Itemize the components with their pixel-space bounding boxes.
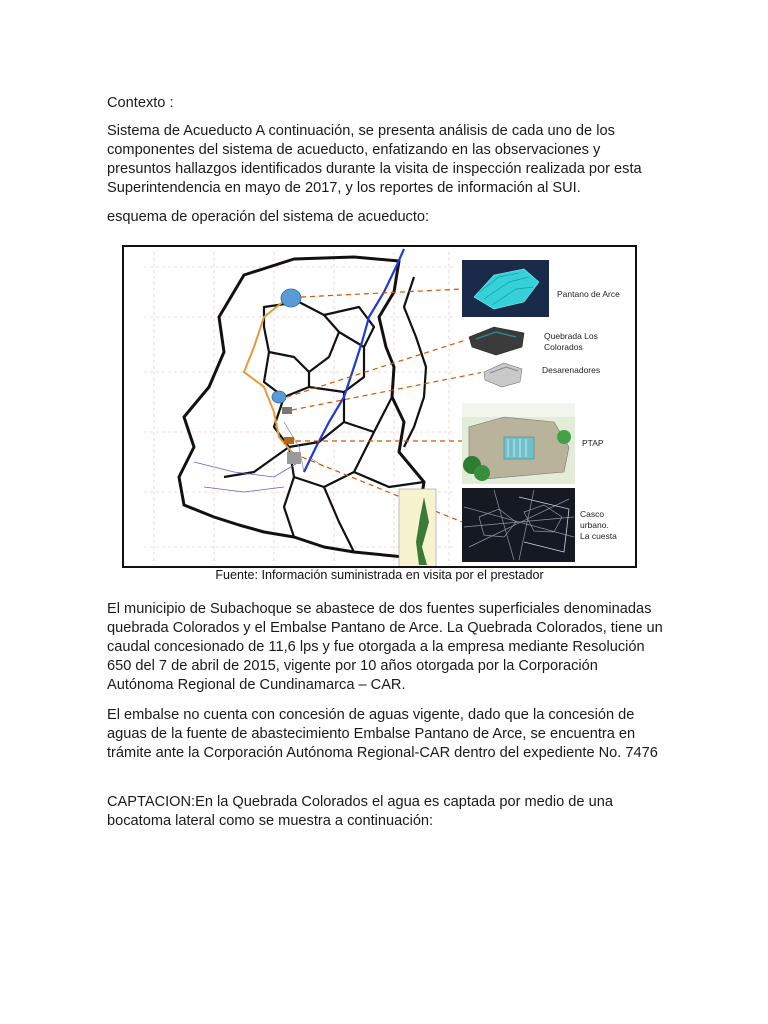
operation-scheme-figure xyxy=(122,245,637,568)
label-quebrada-los-colorados: Quebrada Los Colorados xyxy=(544,331,598,352)
label-ptap: PTAP xyxy=(582,438,604,448)
roads xyxy=(194,462,299,492)
desander-marker xyxy=(282,407,292,414)
inset-map xyxy=(399,489,436,567)
intake-marker xyxy=(272,391,286,403)
label-desarenadores: Desarenadores xyxy=(542,365,601,375)
label-casco-urbano: Casco urbano. La cuesta xyxy=(580,509,617,541)
label-pantano-de-arce: Pantano de Arce xyxy=(557,289,620,299)
paragraph-embalse: El embalse no cuenta con concesión de aguas vigente, dado que la concesión de aguas de la fuente de abastecimiento Embalse Pantano de Arce, se encuentra en trámite ante la Corporación Autónoma Regional-CAR dentro del expediente No. 7476 xyxy=(107,707,658,761)
leader-lines xyxy=(287,289,484,522)
intro-paragraph: Sistema de Acueducto A continuación, se presenta análisis de cada uno de los componentes del sistema de acueducto, enfatizando en las observaciones y presuntos hallazgos identificados durante la visita de inspección realizada por esta Superintendencia en mayo de 2017, y los reportes de información al SUI. xyxy=(107,123,642,196)
conduction-line xyxy=(244,297,296,457)
river xyxy=(304,249,404,472)
ptap-marker xyxy=(284,437,294,444)
reservoir-marker xyxy=(281,289,301,307)
schema-heading: esquema de operación del sistema de acueducto: xyxy=(107,209,430,225)
paragraph-municipio: El municipio de Subachoque se abastece de dos fuentes superficiales denominadas quebrada Colorados y el Embalse Pantano de Arce. La Quebrada Colorados, tiene un caudal concesionado de 11,6 lps y fue otorgada a la empresa mediante Resolución 650 del 7 de abril de 2015, vigente por 10 años otorgada por la Corporación Autónoma Regional de Cundinamarca – CAR. xyxy=(107,601,663,693)
urban-marker xyxy=(287,452,301,464)
municipality-outline xyxy=(179,257,434,557)
internal-boundaries xyxy=(224,277,426,552)
context-heading: Contexto : xyxy=(107,95,174,111)
paragraph-captacion: CAPTACION:En la Quebrada Colorados el agua es captada por medio de una bocatoma lateral como se muestra a continuación: xyxy=(107,794,613,829)
figure-caption: Fuente: Información suministrada en visita por el prestador xyxy=(215,568,544,582)
